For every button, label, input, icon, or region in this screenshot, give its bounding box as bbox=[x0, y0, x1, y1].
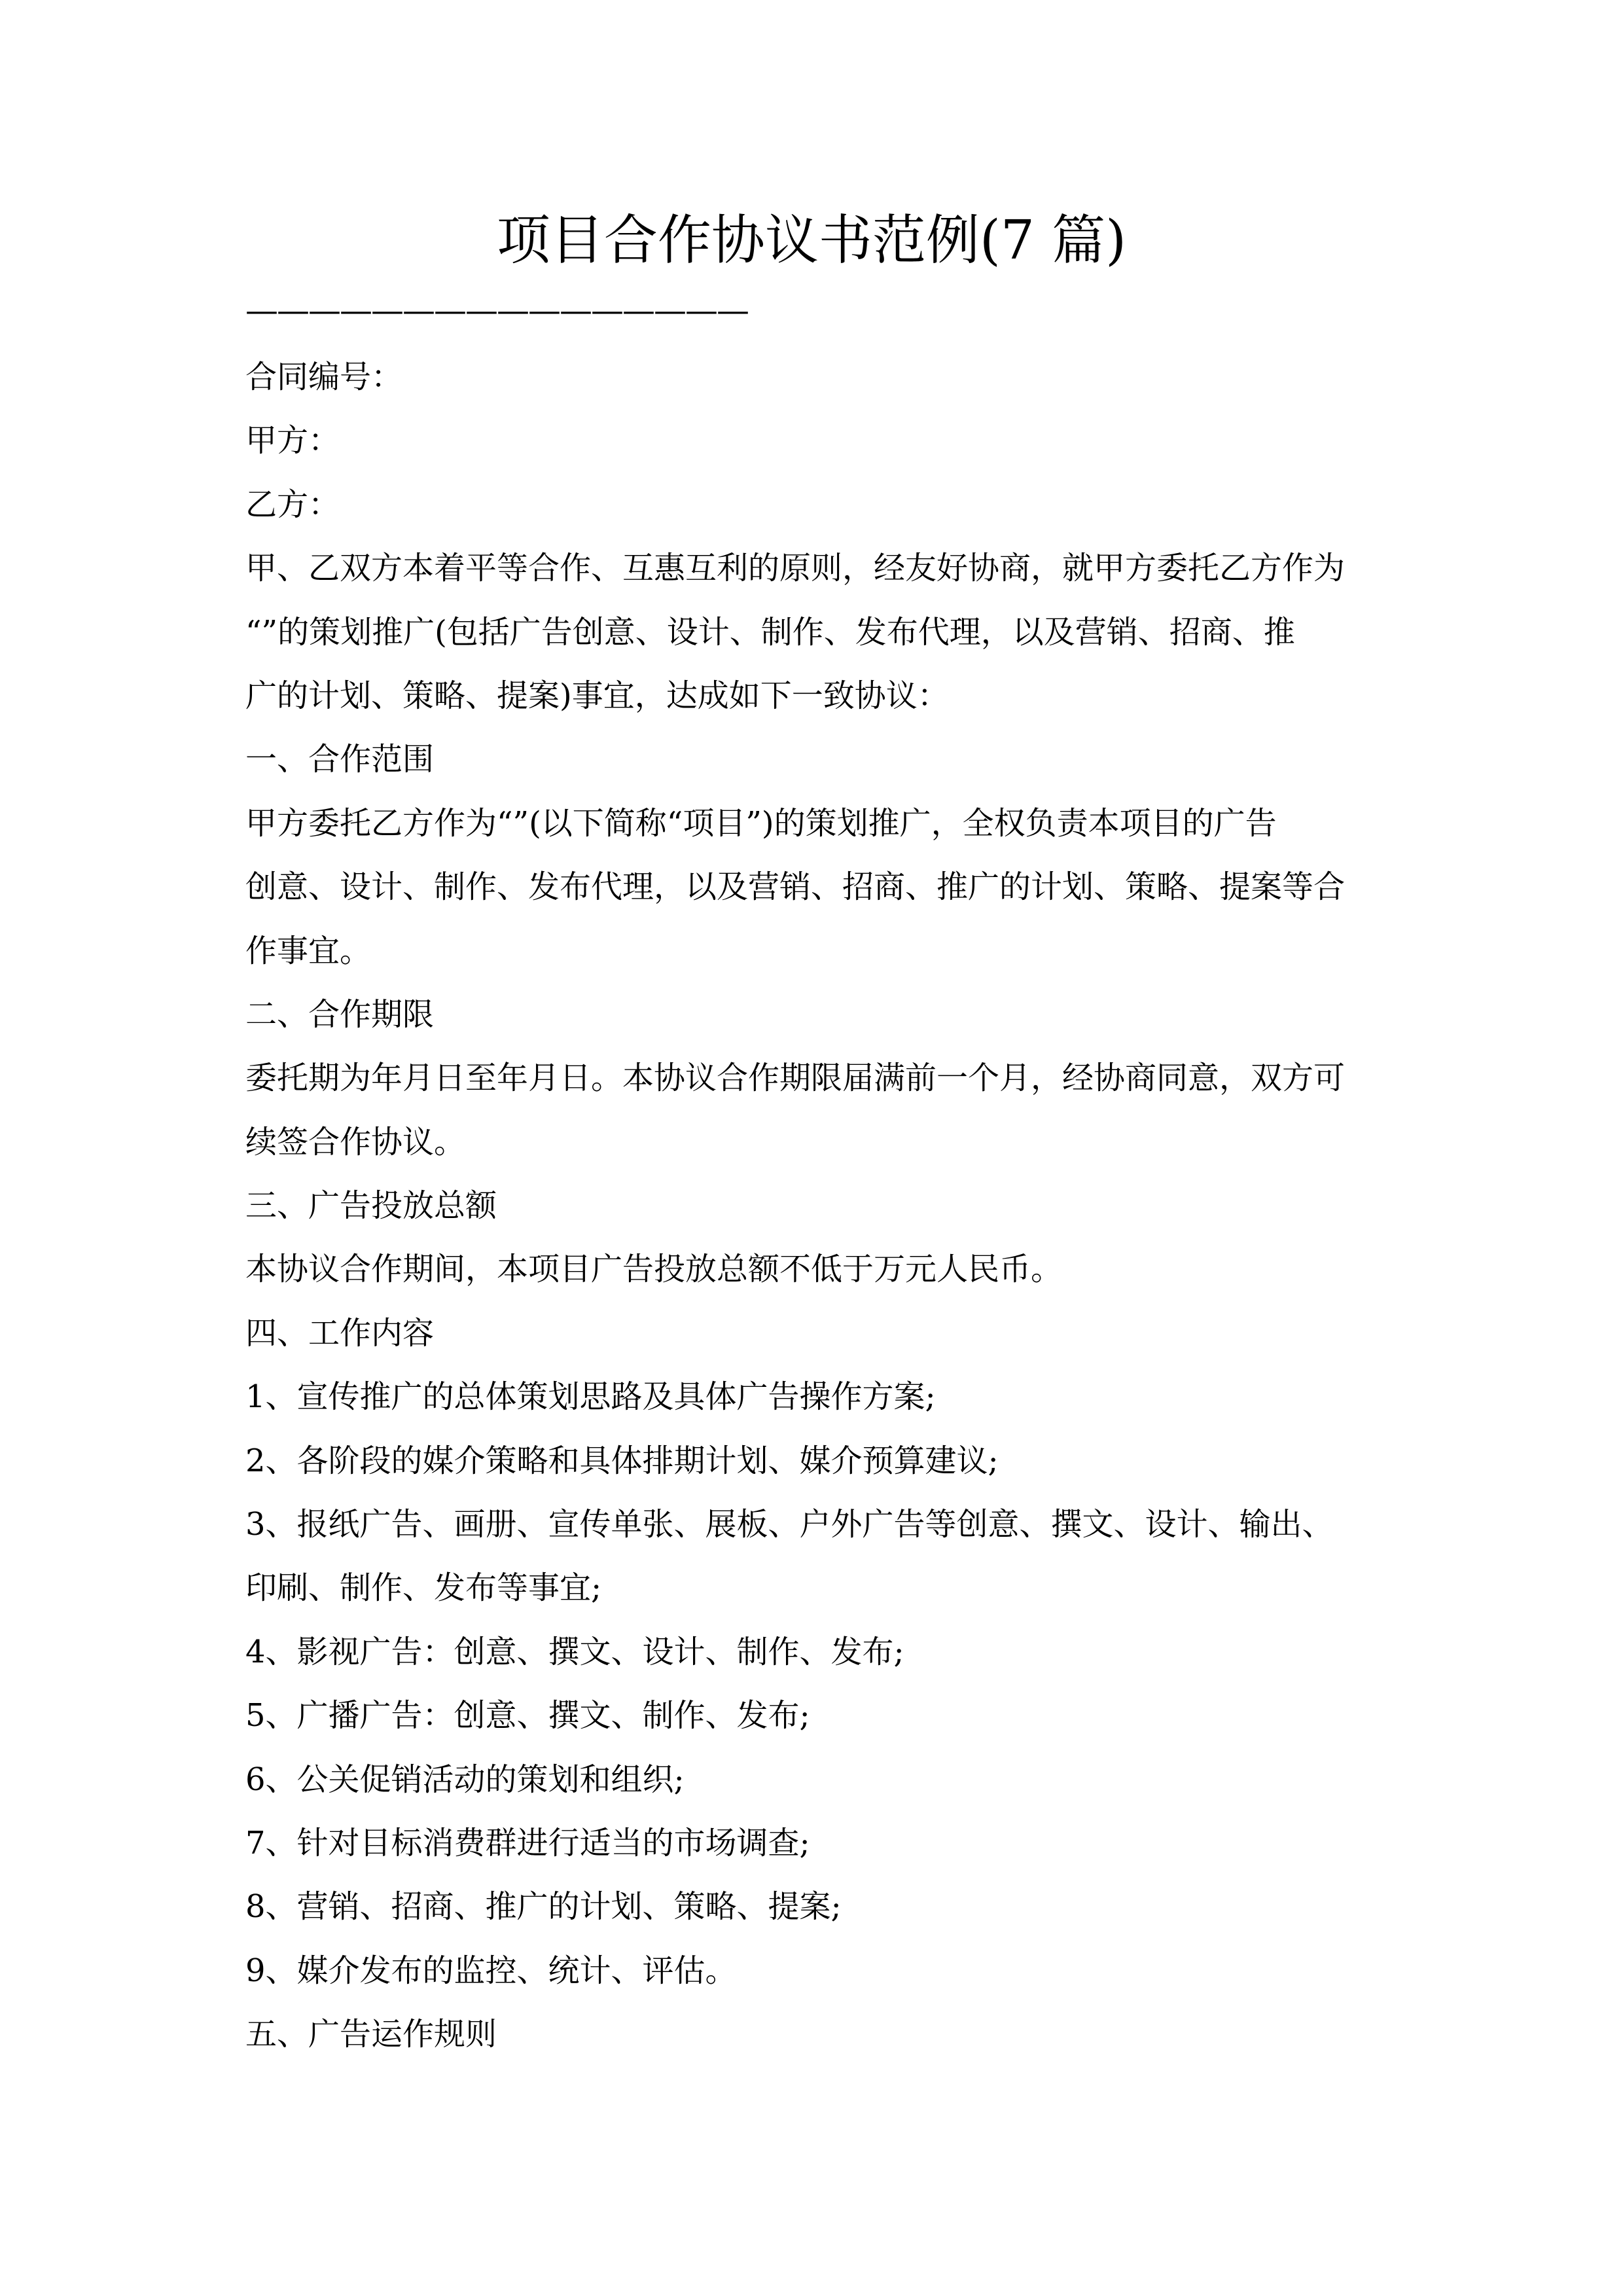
list-item: 8、营销、招商、推广的计划、策略、提案; bbox=[245, 1888, 842, 1926]
section-heading: 三、广告投放总额 bbox=[245, 1187, 497, 1225]
title-divider: ———————————————— bbox=[245, 291, 748, 329]
list-item: 印刷、制作、发布等事宜; bbox=[245, 1570, 602, 1607]
list-item: 1、宣传推广的总体策划思路及具体广告操作方案; bbox=[245, 1378, 936, 1416]
section-heading: 二、合作期限 bbox=[245, 996, 435, 1033]
paragraph-line: 创意、设计、制作、发布代理，以及营销、招商、推广的计划、策略、提案等合 bbox=[245, 869, 1346, 906]
preamble-line: “”的策划推广(包括广告创意、设计、制作、发布代理，以及营销、招商、推 bbox=[245, 613, 1295, 651]
section-heading: 四、工作内容 bbox=[245, 1314, 435, 1352]
list-item: 3、报纸广告、画册、宣传单张、展板、户外广告等创意、撰文、设计、输出、 bbox=[245, 1506, 1334, 1543]
paragraph-line: 作事宜。 bbox=[245, 932, 372, 969]
paragraph-line: 委托期为年月日至年月日。本协议合作期限届满前一个月，经协商同意，双方可 bbox=[245, 1060, 1346, 1097]
preamble-line: 广的计划、策略、提案)事宜，达成如下一致协议： bbox=[245, 677, 949, 714]
paragraph-line: 本协议合作期间，本项目广告投放总额不低于万元人民币。 bbox=[245, 1251, 1063, 1288]
list-item: 6、公关促销活动的策划和组织; bbox=[245, 1761, 685, 1798]
party-a-field: 甲方： bbox=[245, 422, 340, 459]
list-item: 9、媒介发布的监控、统计、评估。 bbox=[245, 1952, 737, 1989]
list-item: 4、影视广告：创意、撰文、设计、制作、发布; bbox=[245, 1633, 904, 1670]
list-item: 7、针对目标消费群进行适当的市场调查; bbox=[245, 1824, 810, 1861]
section-heading: 一、合作范围 bbox=[245, 741, 435, 778]
paragraph-line: 续签合作协议。 bbox=[245, 1123, 466, 1160]
contract-number-field: 合同编号： bbox=[245, 359, 403, 395]
document-title: 项目合作协议书范例(7 篇) bbox=[496, 209, 1127, 272]
list-item: 5、广播广告：创意、撰文、制作、发布; bbox=[245, 1697, 810, 1734]
preamble-line: 甲、乙双方本着平等合作、互惠互利的原则，经友好协商，就甲方委托乙方作为 bbox=[245, 550, 1346, 587]
party-b-field: 乙方： bbox=[245, 486, 340, 523]
paragraph-line: 甲方委托乙方作为“”(以下简称“项目”)的策划推广，全权负责本项目的广告 bbox=[245, 804, 1277, 842]
document-body bbox=[245, 346, 1384, 2067]
list-item: 2、各阶段的媒介策略和具体排期计划、媒介预算建议; bbox=[245, 1442, 999, 1479]
section-heading: 五、广告运作规则 bbox=[245, 2016, 497, 2053]
